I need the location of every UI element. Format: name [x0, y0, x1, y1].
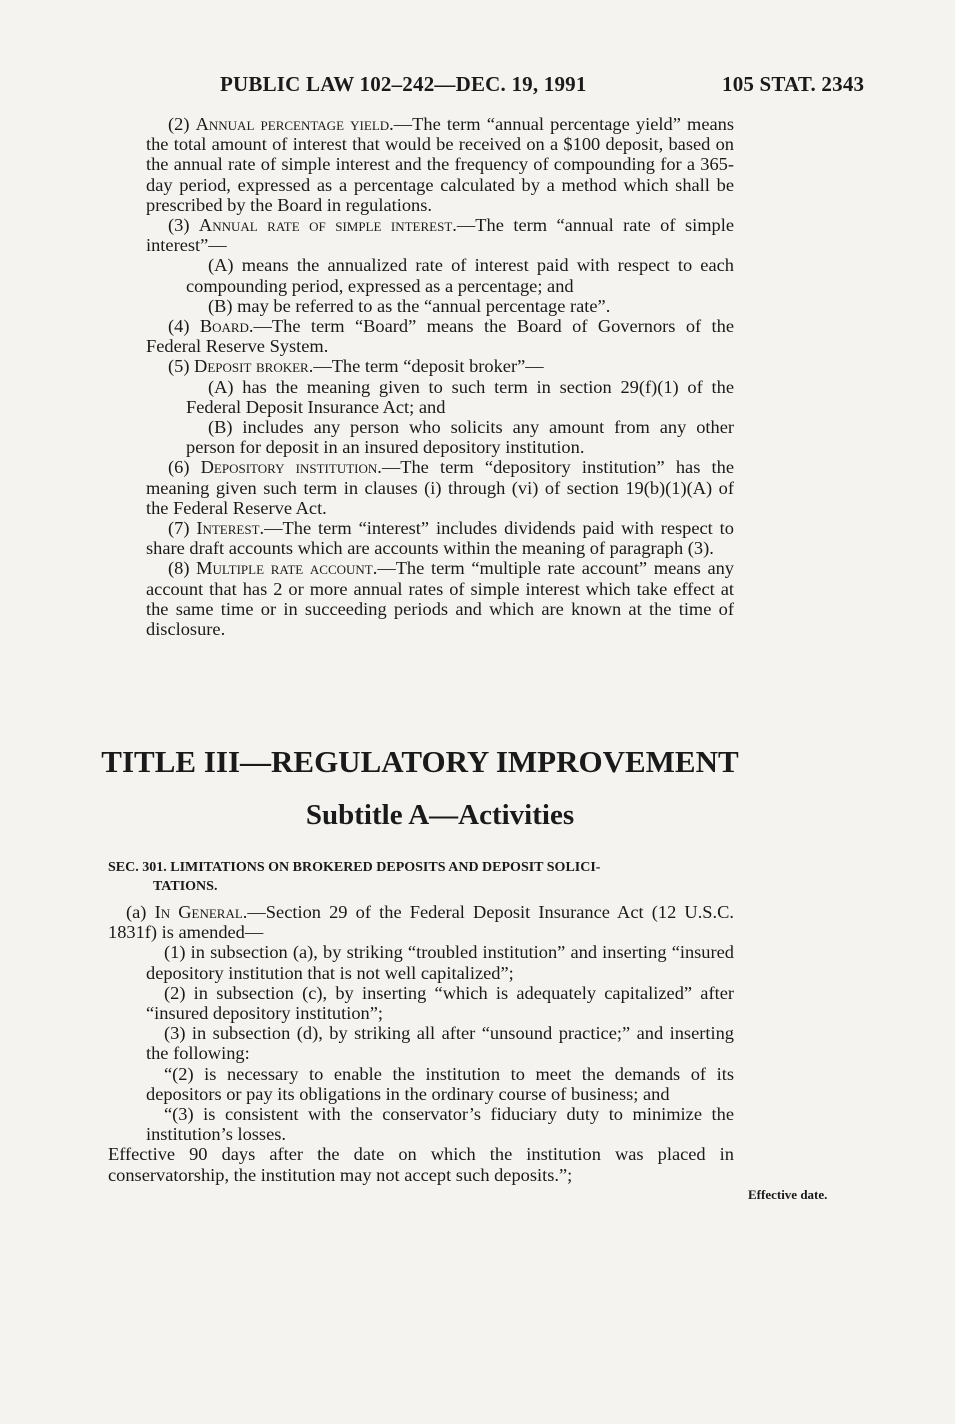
- effective-clause: Effective 90 days after the date on which the institution was placed in conservatorship, the institution may not accept such deposits.”;: [108, 1144, 734, 1185]
- defined-term: Depository institution.: [200, 457, 382, 478]
- definitions-block: [146, 114, 734, 639]
- amendment-1: (1) in subsection (a), by striking “troubled institution” and inserting “insured depository institution that is not well capitalized”;: [146, 942, 734, 983]
- defined-term: Annual rate of simple interest.: [198, 215, 457, 236]
- header-page-number: 105 STAT. 2343: [722, 72, 865, 96]
- defined-term: Multiple rate account.: [196, 558, 378, 579]
- subtitle-heading: Subtitle A—Activities: [305, 799, 575, 831]
- definition-3-b: (B) may be referred to as the “annual percentage rate”.: [208, 295, 611, 316]
- definition-6: (6) Depository institution.—The term “depository institution” has the meaning given such term in clauses (i) through (vi) of section 19(b)(1)(A) of the Federal Reserve Act.: [146, 457, 735, 518]
- section-heading-line-1: SEC. 301. LIMITATIONS ON BROKERED DEPOSITS AND DEPOSIT SOLICI-: [108, 860, 601, 875]
- definition-5-a: (A) has the meaning given to such term in section 29(f)(1) of the Federal Deposit Insurance Act; and: [186, 376, 734, 417]
- subsection-a: (a) In General.—Section 29 of the Federal Deposit Insurance Act (12 U.S.C. 1831f) is amended—: [108, 902, 734, 943]
- definition-2: (2) Annual percentage yield.—The term “annual percentage yield” means the total amount of interest that would be received on a $100 deposit, based on the annual rate of simple interest and the frequency of compounding for a 365-day period, expressed as a percentage calculated by a method which shall be prescribed by the Board in regulations.: [146, 114, 735, 215]
- definition-7: (7) Interest.—The term “interest” includes dividends paid with respect to share draft accounts which are accounts within the meaning of paragraph (3).: [146, 518, 734, 559]
- quoted-paragraph-3: “(3) is consistent with the conservator’s fiduciary duty to minimize the institution’s losses.: [146, 1104, 734, 1145]
- defined-term: Deposit broker.: [194, 356, 314, 377]
- section-body: [108, 902, 734, 1185]
- section-heading: [108, 858, 744, 896]
- amendment-list: [108, 942, 734, 1144]
- quoted-paragraph-2: “(2) is necessary to enable the institution to meet the demands of its depositors or pay its obligations in the ordinary course of business; and: [146, 1063, 734, 1104]
- defined-term: Board.: [199, 316, 254, 337]
- header-citation: PUBLIC LAW 102–242—DEC. 19, 1991: [220, 72, 587, 96]
- title-heading: TITLE III—REGULATORY IMPROVEMENT: [101, 744, 739, 779]
- subsection-term: In General.: [154, 902, 248, 922]
- definition-5: (5) Deposit broker.—The term “deposit broker”—: [168, 356, 544, 377]
- definition-5-b: (B) includes any person who solicits any amount from any other person for deposit in an insured depository institution.: [186, 417, 734, 458]
- definition-3-a: (A) means the annualized rate of interest paid with respect to each compounding period, expressed as a percentage; and: [186, 255, 734, 296]
- definition-8: (8) Multiple rate account.—The term “multiple rate account” means any account that has 2 or more annual rates of simple interest which take effect at the same time or in succeeding periods and which are known at the time of disclosure.: [146, 558, 735, 640]
- section-heading-line-2: TATIONS.: [153, 879, 218, 894]
- definition-4: (4) Board.—The term “Board” means the Board of Governors of the Federal Reserve System.: [146, 316, 734, 357]
- amendment-2: (2) in subsection (c), by inserting “which is adequately capitalized” after “insured depository institution”;: [146, 982, 734, 1024]
- defined-term: Annual percentage yield.: [195, 114, 394, 134]
- amendment-3: (3) in subsection (d), by striking all after “unsound practice;” and inserting the following:: [146, 1023, 734, 1064]
- margin-note-effective-date: Effective date.: [748, 1187, 828, 1202]
- definition-3: (3) Annual rate of simple interest.—The term “annual rate of simple interest”—: [146, 215, 734, 256]
- defined-term: Interest.: [196, 518, 265, 539]
